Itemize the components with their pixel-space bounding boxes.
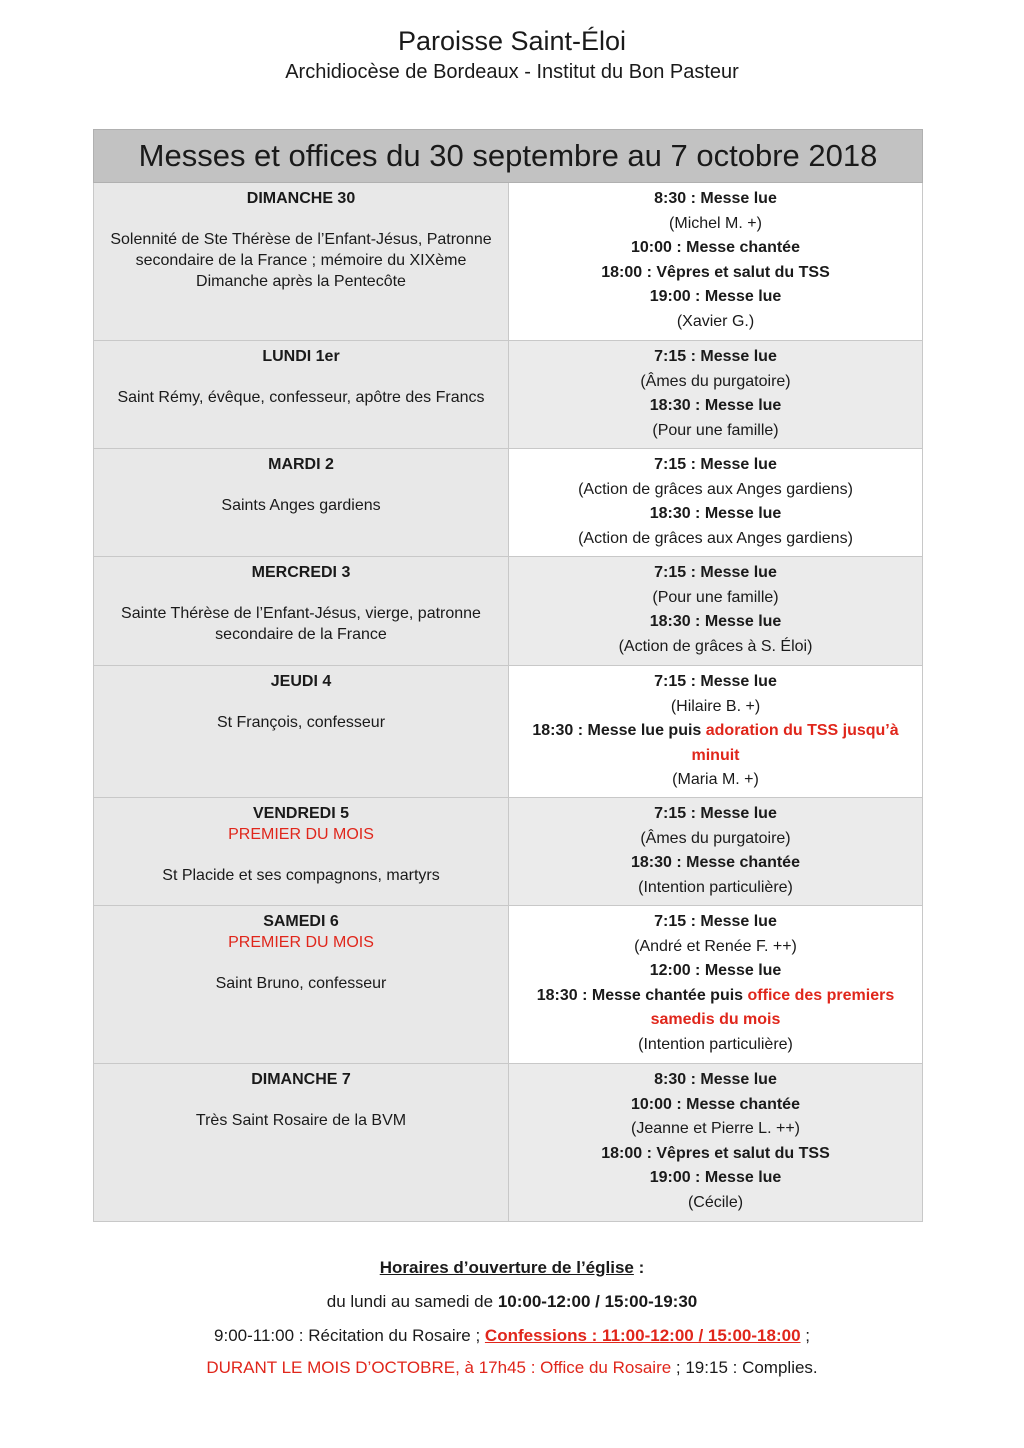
schedule-banner: Messes et offices du 30 septembre au 7 octobre 2018 xyxy=(94,130,923,183)
first-of-month-label: PREMIER DU MOIS xyxy=(228,826,374,843)
schedule-row xyxy=(94,183,923,341)
schedule-row xyxy=(94,449,923,557)
schedule-row xyxy=(94,1064,923,1222)
feast-description: Saint Bruno, confesseur xyxy=(215,975,387,992)
mass-time: 18:30 : Messe lue xyxy=(649,613,782,630)
mass-cell xyxy=(509,666,923,798)
day-name: DIMANCHE 30 xyxy=(246,190,356,207)
mass-cell xyxy=(509,449,923,557)
mass-time: 7:15 : Messe lue xyxy=(654,348,777,365)
day-cell xyxy=(94,557,509,666)
mass-cell xyxy=(509,1064,923,1222)
mass-time: 19:00 : Messe lue xyxy=(649,1169,782,1186)
feast-description: Très Saint Rosaire de la BVM xyxy=(195,1112,407,1129)
feast-description: Solennité de Ste Thérèse de l’Enfant-Jésus, Patronne secondaire de la France ; mémoire du XIXème Dimanche après la Pentecôte xyxy=(110,231,492,290)
mass-intention: (Intention particulière) xyxy=(638,1035,793,1053)
confessions-text: Confessions : 11:00-12:00 / 15:00-18:00 xyxy=(484,1326,801,1345)
day-name: DIMANCHE 7 xyxy=(251,1071,351,1088)
parish-title: Paroisse Saint-Éloi xyxy=(397,26,627,56)
weekdays-prefix: du lundi au samedi de xyxy=(326,1292,498,1311)
mass-intention: (Âmes du purgatoire) xyxy=(640,372,791,390)
special-office: adoration du TSS jusqu’à minuit xyxy=(691,722,899,764)
day-name: MERCREDI 3 xyxy=(251,564,351,581)
mass-intention: (Action de grâces aux Anges gardiens) xyxy=(578,529,853,547)
mass-time: 7:15 : Messe lue xyxy=(654,456,777,473)
mass-intention: (Hilaire B. +) xyxy=(670,697,761,715)
day-cell xyxy=(94,183,509,341)
mass-time: 7:15 : Messe lue xyxy=(654,913,777,930)
schedule-row xyxy=(94,906,923,1064)
feast-description: St François, confesseur xyxy=(216,714,386,731)
mass-time: 10:00 : Messe chantée xyxy=(631,239,800,256)
mass-intention: (Action de grâces aux Anges gardiens) xyxy=(578,480,853,498)
mass-time: 18:30 : Messe lue puis adoration du TSS jusqu’à minuit xyxy=(532,722,899,764)
mass-time: 18:30 : Messe lue xyxy=(649,505,782,522)
mass-cell xyxy=(509,906,923,1064)
mass-time: 18:30 : Messe chantée xyxy=(631,854,800,871)
mass-cell xyxy=(509,183,923,341)
feast-description: St Placide et ses compagnons, martyrs xyxy=(162,867,440,884)
mass-intention: (Xavier G.) xyxy=(676,312,755,330)
day-cell xyxy=(94,341,509,449)
mass-intention: (Pour une famille) xyxy=(652,421,779,439)
day-name: JEUDI 4 xyxy=(270,673,332,690)
day-cell xyxy=(94,798,509,906)
mass-intention: (Âmes du purgatoire) xyxy=(640,829,791,847)
mass-intention: (Maria M. +) xyxy=(672,771,759,788)
schedule-row xyxy=(94,557,923,666)
mass-intention: (Action de grâces à S. Éloi) xyxy=(618,637,813,655)
first-of-month-label: PREMIER DU MOIS xyxy=(228,934,374,951)
schedule-row xyxy=(94,341,923,449)
mass-time: 7:15 : Messe lue xyxy=(654,805,777,822)
mass-time: 19:00 : Messe lue xyxy=(649,288,782,305)
mass-intention: (Jeanne et Pierre L. ++) xyxy=(631,1120,800,1137)
mass-intention: (Intention particulière) xyxy=(638,878,793,896)
mass-intention: (Pour une famille) xyxy=(652,588,779,606)
day-cell xyxy=(94,666,509,798)
mass-time: 12:00 : Messe lue xyxy=(649,962,782,979)
mass-time: 10:00 : Messe chantée xyxy=(631,1095,800,1113)
mass-intention: (Cécile) xyxy=(687,1193,744,1211)
schedule-row xyxy=(94,666,923,798)
feast-description: Saint Rémy, évêque, confesseur, apôtre des Francs xyxy=(117,389,485,406)
mass-intention: (Michel M. +) xyxy=(669,214,762,232)
day-name: LUNDI 1er xyxy=(262,348,340,365)
mass-intention: (André et Renée F. ++) xyxy=(634,937,797,955)
mass-time: 8:30 : Messe lue xyxy=(654,1071,777,1088)
mass-cell xyxy=(509,341,923,449)
parish-subtitle: Archidiocèse de Bordeaux - Institut du Bon Pasteur xyxy=(285,61,739,83)
schedule-table xyxy=(93,129,923,1222)
rosary-text: 9:00-11:00 : Récitation du Rosaire ; xyxy=(214,1326,485,1345)
day-cell xyxy=(94,1064,509,1222)
day-name: VENDREDI 5 xyxy=(252,805,350,822)
feast-description: Sainte Thérèse de l’Enfant-Jésus, vierge, patronne secondaire de la France xyxy=(121,605,481,643)
mass-cell xyxy=(509,557,923,666)
mass-time: 18:30 : Messe chantée puis office des premiers samedis du mois xyxy=(536,986,895,1028)
feast-description: Saints Anges gardiens xyxy=(221,497,381,514)
october-office: DURANT LE MOIS D’OCTOBRE, à 17h45 : Office du Rosaire xyxy=(206,1358,672,1377)
hours-title: Horaires d’ouverture de l’église xyxy=(379,1258,634,1277)
day-cell xyxy=(94,906,509,1064)
mass-time: 7:15 : Messe lue xyxy=(654,673,777,690)
day-cell xyxy=(94,449,509,557)
opening-hours: Horaires d’ouverture de l’église : du lundi au samedi de 10:00-12:00 / 15:00-19:30 9:00-11:00 : Récitation du Rosaire ; Confessions : 11:00-12:00 / 15:00-18:00 ; DURANT LE MOIS D’OCTOBRE, à 17h45 : Office du Rosaire ; 19:15 : Complies. xyxy=(206,1258,818,1377)
mass-time: 18:30 : Messe lue xyxy=(649,397,782,414)
page-header xyxy=(0,22,1024,84)
weekdays-hours: 10:00-12:00 / 15:00-19:30 xyxy=(497,1292,698,1311)
mass-time: 8:30 : Messe lue xyxy=(654,190,777,207)
day-name: SAMEDI 6 xyxy=(263,913,339,930)
day-name: MARDI 2 xyxy=(268,456,334,473)
mass-time: 18:00 : Vêpres et salut du TSS xyxy=(601,1144,830,1162)
schedule-row xyxy=(94,798,923,906)
mass-time: 18:00 : Vêpres et salut du TSS xyxy=(601,263,830,281)
special-office: office des premiers samedis du mois xyxy=(650,986,895,1028)
mass-cell xyxy=(509,798,923,906)
complines-text: ; 19:15 : Complies. xyxy=(671,1358,818,1377)
mass-time: 7:15 : Messe lue xyxy=(654,564,777,581)
